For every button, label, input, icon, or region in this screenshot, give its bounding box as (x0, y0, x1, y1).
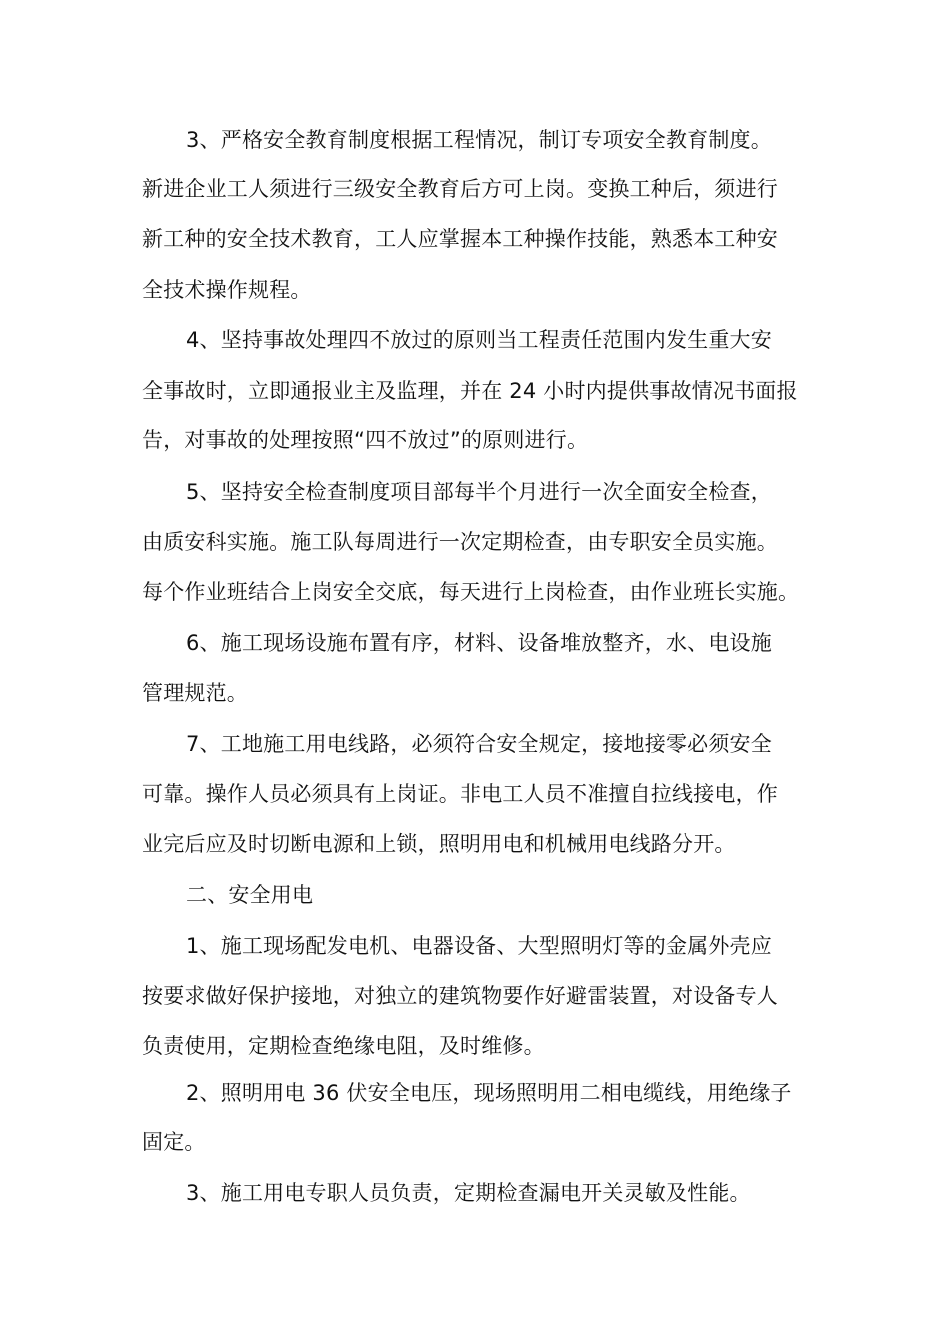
text-line: 可靠。操作人员必须具有上岗证。非电工人员不准擅自拉线接电，作 (142, 782, 778, 806)
text-line: 全事故时，立即通报业主及监理，并在 24 小时内提供事故情况书面报 (142, 379, 798, 403)
text-line: 固定。 (142, 1130, 206, 1154)
text-line: 负责使用，定期检查绝缘电阻，及时维修。 (142, 1034, 545, 1058)
text-line: 3、施工用电专职人员负责，定期检查漏电开关灵敏及性能。 (186, 1181, 751, 1205)
text-line: 4、坚持事故处理四不放过的原则当工程责任范围内发生重大安 (186, 328, 772, 352)
text-line: 业完后应及时切断电源和上锁，照明用电和机械用电线路分开。 (142, 832, 736, 856)
text-line: 管理规范。 (142, 681, 248, 705)
text-line: 7、工地施工用电线路，必须符合安全规定，接地接零必须安全 (186, 732, 772, 756)
text-line: 5、坚持安全检查制度项目部每半个月进行一次全面安全检查， (186, 480, 772, 504)
text-line: 全技术操作规程。 (142, 278, 312, 302)
section-heading: 二、安全用电 (186, 883, 314, 907)
text-line: 每个作业班结合上岗安全交底，每天进行上岗检查，由作业班长实施。 (142, 580, 800, 604)
text-line: 2、照明用电 36 伏安全电压，现场照明用二相电缆线，用绝缘子 (186, 1081, 792, 1105)
text-line: 新工种的安全技术教育，工人应掌握本工种操作技能，熟悉本工种安 (142, 227, 778, 251)
text-line: 1、施工现场配发电机、电器设备、大型照明灯等的金属外壳应 (186, 934, 772, 958)
text-line: 告，对事故的处理按照“四不放过”的原则进行。 (142, 428, 589, 452)
text-line: 6、施工现场设施布置有序，材料、设备堆放整齐，水、电设施 (186, 631, 772, 655)
text-line: 新进企业工人须进行三级安全教育后方可上岗。变换工种后，须进行 (142, 177, 778, 201)
text-line: 3、严格安全教育制度根据工程情况，制订专项安全教育制度。 (186, 128, 772, 152)
text-line: 由质安科实施。施工队每周进行一次定期检查，由专职安全员实施。 (142, 530, 778, 554)
text-line: 按要求做好保护接地，对独立的建筑物要作好避雷装置，对设备专人 (142, 984, 778, 1008)
